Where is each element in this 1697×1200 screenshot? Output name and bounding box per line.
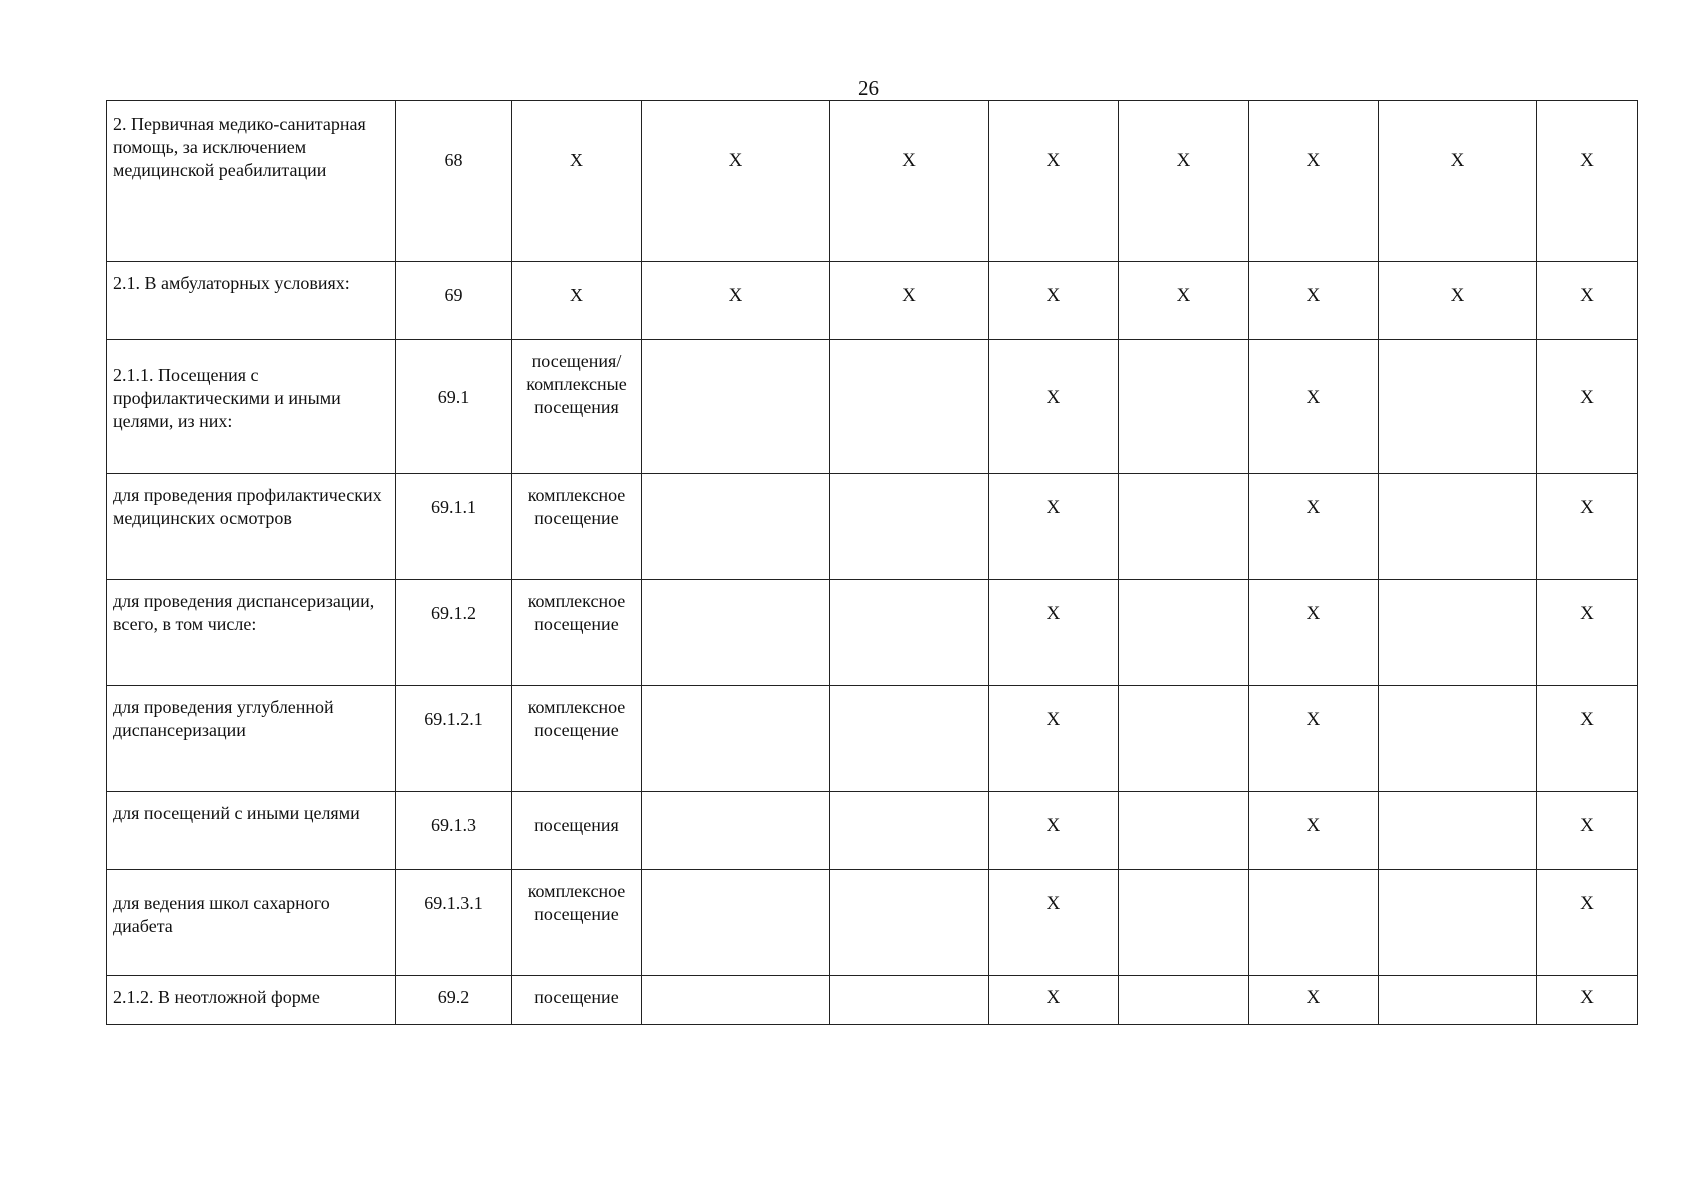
- table-row: [107, 870, 1638, 976]
- row-value-cell-c10: [1537, 686, 1638, 792]
- row-value-c9: [1379, 686, 1536, 708]
- row-unit: комплексное посещение: [527, 591, 626, 634]
- row-value-cell-c7: [1119, 792, 1249, 870]
- row-value-c10: Х: [1580, 815, 1594, 836]
- page-number: 26: [858, 76, 879, 100]
- row-value-c10: Х: [1580, 603, 1594, 624]
- table-row: [107, 792, 1638, 870]
- row-code: 69.1.3: [431, 815, 476, 835]
- row-code: 68: [444, 150, 463, 170]
- row-value-c4: [642, 474, 829, 496]
- row-value-c4: Х: [728, 150, 743, 171]
- row-value-cell-c10: [1537, 976, 1638, 1025]
- row-value-c8: Х: [1306, 150, 1321, 171]
- row-value-cell-c10: [1537, 101, 1638, 262]
- row-value-c8: Х: [1306, 285, 1321, 306]
- row-name: 2.1. В амбулаторных условиях:: [113, 273, 350, 293]
- row-value-cell-c4: [642, 870, 830, 976]
- row-value-cell-c6: [989, 792, 1119, 870]
- row-value-cell-c5: [830, 792, 989, 870]
- row-value-c7: [1119, 686, 1248, 708]
- row-value-cell-c9: [1379, 976, 1537, 1025]
- row-name-cell: [107, 101, 396, 262]
- row-value-cell-c4: [642, 340, 830, 474]
- row-name-cell: [107, 340, 396, 474]
- row-value-c7: [1119, 580, 1248, 602]
- row-name-cell: [107, 580, 396, 686]
- row-value-c8: Х: [1306, 709, 1321, 730]
- table-row: [107, 686, 1638, 792]
- row-value-c5: [830, 580, 988, 602]
- row-value-cell-c9: [1379, 101, 1537, 262]
- row-unit: посещение: [534, 987, 619, 1007]
- row-unit-cell: [512, 580, 642, 686]
- row-code-cell: [396, 474, 512, 580]
- row-value-c4: [642, 792, 829, 814]
- row-value-cell-c10: [1537, 792, 1638, 870]
- row-code-cell: [396, 262, 512, 340]
- row-value-cell-c6: [989, 580, 1119, 686]
- row-value-cell-c9: [1379, 580, 1537, 686]
- row-value-c6: Х: [1046, 497, 1061, 518]
- row-unit-cell: [512, 976, 642, 1025]
- row-value-cell-c7: [1119, 870, 1249, 976]
- row-unit: комплексное посещение: [527, 881, 626, 924]
- row-value-c5: [830, 976, 988, 986]
- row-value-c8: Х: [1306, 815, 1321, 836]
- row-code: 69.1.2: [431, 603, 476, 623]
- row-value-cell-c9: [1379, 686, 1537, 792]
- table-row: [107, 340, 1638, 474]
- row-value-cell-c10: [1537, 262, 1638, 340]
- row-value-cell-c6: [989, 262, 1119, 340]
- row-value-cell-c6: [989, 101, 1119, 262]
- row-name-cell: [107, 474, 396, 580]
- row-value-c9: [1379, 792, 1536, 814]
- table-row: [107, 976, 1638, 1025]
- row-value-cell-c8: [1249, 580, 1379, 686]
- row-value-c9: Х: [1450, 285, 1465, 306]
- row-value-cell-c8: [1249, 686, 1379, 792]
- row-value-c6: Х: [1046, 603, 1061, 624]
- row-value-cell-c4: [642, 580, 830, 686]
- row-value-cell-c7: [1119, 340, 1249, 474]
- row-value-cell-c8: [1249, 101, 1379, 262]
- row-value-cell-c4: [642, 792, 830, 870]
- row-value-cell-c9: [1379, 340, 1537, 474]
- row-value-c9: [1379, 580, 1536, 602]
- row-name-cell: [107, 686, 396, 792]
- table-row: [107, 262, 1638, 340]
- row-value-cell-c7: [1119, 686, 1249, 792]
- row-value-c7: [1119, 976, 1248, 986]
- row-value-c5: [830, 686, 988, 708]
- row-value-c5: [830, 792, 988, 814]
- row-value-cell-c8: [1249, 870, 1379, 976]
- data-table: [106, 100, 1638, 1025]
- row-code-cell: [396, 340, 512, 474]
- row-unit-cell: [512, 870, 642, 976]
- row-value-c5: [830, 474, 988, 496]
- row-value-c5: [830, 870, 988, 892]
- row-value-cell-c8: [1249, 792, 1379, 870]
- row-name-cell: [107, 976, 396, 1025]
- row-code-cell: [396, 101, 512, 262]
- row-unit-cell: [512, 474, 642, 580]
- row-value-cell-c6: [989, 870, 1119, 976]
- row-name: для проведения углубленной диспансеризации: [113, 697, 334, 740]
- row-value-cell-c4: [642, 686, 830, 792]
- row-value-cell-c8: [1249, 262, 1379, 340]
- row-value-c10: Х: [1580, 387, 1594, 408]
- row-value-cell-c10: [1537, 870, 1638, 976]
- row-value-c4: [642, 340, 829, 386]
- row-code: 69.2: [437, 987, 470, 1007]
- row-value-cell-c5: [830, 474, 989, 580]
- row-unit: посещения: [534, 815, 619, 835]
- row-value-c6: Х: [1046, 709, 1061, 730]
- row-value-cell-c10: [1537, 340, 1638, 474]
- row-value-cell-c5: [830, 580, 989, 686]
- row-code: 69.1.2.1: [424, 709, 483, 729]
- row-value-c4: [642, 580, 829, 602]
- row-value-cell-c4: [642, 474, 830, 580]
- row-value-c9: [1379, 474, 1536, 496]
- row-value-c5: Х: [902, 285, 916, 306]
- row-name-cell: [107, 792, 396, 870]
- row-value-cell-c9: [1379, 870, 1537, 976]
- row-value-c8: Х: [1306, 387, 1321, 408]
- row-name-cell: [107, 262, 396, 340]
- row-code: 69.1.1: [431, 497, 476, 517]
- row-name: для проведения профилактических медицинских осмотров: [113, 485, 382, 528]
- row-unit: Х: [570, 150, 583, 170]
- row-value-cell-c8: [1249, 976, 1379, 1025]
- row-value-cell-c4: [642, 976, 830, 1025]
- row-value-c8: Х: [1306, 987, 1321, 1008]
- row-value-c7: [1119, 870, 1248, 892]
- row-value-c7: [1119, 474, 1248, 496]
- row-unit-cell: [512, 340, 642, 474]
- row-value-c8: Х: [1306, 497, 1321, 518]
- row-code-cell: [396, 976, 512, 1025]
- row-value-cell-c6: [989, 976, 1119, 1025]
- row-value-cell-c6: [989, 686, 1119, 792]
- row-value-c9: [1379, 870, 1536, 892]
- row-code-cell: [396, 580, 512, 686]
- row-value-cell-c5: [830, 686, 989, 792]
- table-row: [107, 101, 1638, 262]
- row-value-cell-c8: [1249, 474, 1379, 580]
- row-value-c6: Х: [1046, 150, 1061, 171]
- row-value-cell-c5: [830, 976, 989, 1025]
- row-value-cell-c4: [642, 101, 830, 262]
- row-value-c6: Х: [1046, 815, 1061, 836]
- row-value-cell-c7: [1119, 976, 1249, 1025]
- row-name: для ведения школ сахарного диабета: [113, 893, 330, 936]
- row-code: 69.1: [437, 387, 470, 407]
- row-value-cell-c5: [830, 340, 989, 474]
- row-code-cell: [396, 870, 512, 976]
- row-value-cell-c7: [1119, 474, 1249, 580]
- row-value-c6: Х: [1046, 893, 1061, 914]
- row-name: для проведения диспансеризации, всего, в том числе:: [113, 591, 375, 634]
- row-value-c10: Х: [1580, 987, 1594, 1008]
- row-unit-cell: [512, 792, 642, 870]
- row-value-c7: [1119, 792, 1248, 814]
- row-value-cell-c7: [1119, 580, 1249, 686]
- row-code: 69.1.3.1: [424, 893, 483, 913]
- row-value-cell-c5: [830, 870, 989, 976]
- row-value-c6: Х: [1046, 987, 1061, 1008]
- row-value-c7: Х: [1176, 150, 1191, 171]
- row-unit: Х: [570, 285, 583, 305]
- row-value-c9: [1379, 340, 1536, 386]
- row-value-c4: [642, 870, 829, 892]
- row-value-cell-c9: [1379, 474, 1537, 580]
- row-value-cell-c6: [989, 474, 1119, 580]
- row-value-c7: [1119, 340, 1248, 386]
- row-value-cell-c6: [989, 340, 1119, 474]
- row-value-cell-c8: [1249, 340, 1379, 474]
- row-value-cell-c5: [830, 101, 989, 262]
- row-value-cell-c9: [1379, 792, 1537, 870]
- row-value-c10: Х: [1580, 285, 1594, 306]
- row-unit-cell: [512, 101, 642, 262]
- row-code: 69: [444, 285, 463, 305]
- row-value-c7: Х: [1176, 285, 1191, 306]
- row-value-c6: Х: [1046, 285, 1061, 306]
- row-name: 2.1.1. Посещения с профилактическими и иными целями, из них:: [113, 365, 341, 431]
- row-value-c8: [1249, 870, 1378, 892]
- row-unit: комплексное посещение: [527, 485, 626, 528]
- row-value-c10: Х: [1580, 709, 1594, 730]
- row-value-cell-c5: [830, 262, 989, 340]
- row-code-cell: [396, 686, 512, 792]
- row-value-cell-c9: [1379, 262, 1537, 340]
- row-value-cell-c7: [1119, 262, 1249, 340]
- row-unit: комплексное посещение: [527, 697, 626, 740]
- row-unit-cell: [512, 686, 642, 792]
- table-row: [107, 474, 1638, 580]
- row-value-cell-c10: [1537, 580, 1638, 686]
- row-value-c9: [1379, 976, 1536, 986]
- row-value-c5: Х: [902, 150, 916, 171]
- row-name-cell: [107, 870, 396, 976]
- row-name: 2. Первичная медико-санитарная помощь, за исключением медицинской реабилитации: [113, 114, 366, 180]
- row-unit-cell: [512, 262, 642, 340]
- row-name: 2.1.2. В неотложной форме: [113, 987, 320, 1007]
- table-row: [107, 580, 1638, 686]
- row-value-c10: Х: [1580, 893, 1594, 914]
- row-value-c6: Х: [1046, 387, 1061, 408]
- row-value-c9: Х: [1450, 150, 1465, 171]
- row-value-c5: [830, 340, 988, 386]
- row-value-cell-c4: [642, 262, 830, 340]
- row-value-c4: Х: [728, 285, 743, 306]
- row-code-cell: [396, 792, 512, 870]
- row-value-c4: [642, 976, 829, 986]
- row-value-c4: [642, 686, 829, 708]
- row-value-cell-c7: [1119, 101, 1249, 262]
- row-value-c8: Х: [1306, 603, 1321, 624]
- row-value-c10: Х: [1580, 150, 1594, 171]
- row-value-c10: Х: [1580, 497, 1594, 518]
- row-value-cell-c10: [1537, 474, 1638, 580]
- row-unit: посещения/ комплексные посещения: [526, 351, 627, 417]
- row-name: для посещений с иными целями: [113, 803, 360, 823]
